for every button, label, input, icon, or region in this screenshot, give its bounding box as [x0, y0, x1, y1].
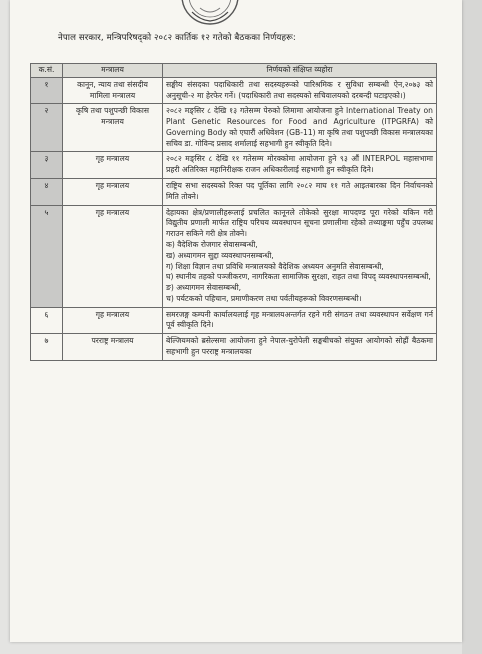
serial-number: ४	[31, 179, 63, 206]
government-seal	[178, 0, 242, 26]
decision-text: राष्ट्रिय सभा सदस्यको रिक्त पद पूर्तिका लागि २०८२ माघ ११ गते आइतबारका दिन निर्वाचनको मिति तोक्ने।	[163, 179, 437, 206]
serial-number: १	[31, 77, 63, 104]
table-row	[31, 179, 437, 206]
ministry-name: गृह मन्त्रालय	[63, 152, 163, 179]
serial-number: २	[31, 104, 63, 152]
decision-sub-item: ग) शिक्षा विज्ञान तथा प्रविधि मन्त्रालयको वैदेशिक अध्ययन अनुमति सेवासम्बन्धी,	[166, 261, 384, 271]
page-title: नेपाल सरकार, मन्त्रिपरिषद्को २०८२ कार्तिक १२ गतेको बैठकका निर्णयहरू:	[58, 33, 296, 43]
decision-sub-item: च) पर्यटकको पहिचान, प्रमाणीकरण तथा पर्वतीयहरूको विवरणसम्बन्धी।	[166, 293, 362, 303]
ministry-name: गृह मन्त्रालय	[63, 179, 163, 206]
ministry-name: कानून, न्याय तथा संसदीय मामिला मन्त्रालय	[63, 77, 163, 104]
decision-text: सङ्घीय संसदका पदाधिकारी तथा सदस्यहरूको पारिश्रमिक र सुविधा सम्बन्धी ऐन,२०७३ को अनुसूची-२ मा हेरफेर गर्ने। (पदाधिकारी तथा सदस्यको सचिवालयको दरबन्दी घटाइएको।)	[163, 77, 437, 104]
serial-number: ७	[31, 334, 63, 361]
background-edge	[462, 0, 482, 654]
decision-sub-item: क) वैदेशिक रोजगार सेवासम्बन्धी,	[166, 239, 258, 249]
column-header-ministry: मन्त्रालय	[63, 64, 163, 78]
serial-number: ३	[31, 152, 63, 179]
decision-text: देहायका क्षेत्र/प्रणालीहरूलाई प्रचलित कानूनले तोकेको सुरक्षा मापदण्ड पूरा गरेको यकिन गरी विद्युतीय प्रणाली मार्फत राष्ट्रिय परिचय व्यवस्थापन सूचना प्रणालीमा रहेको तथ्याङ्कमा पहुँच उपलब्ध गराउन सकिने गरी क्षेत्र तोक्ने।	[166, 207, 433, 239]
decision-sub-item: घ) स्थानीय तहको पञ्जीकरण, नागरिकता सामाजिक सुरक्षा, राहत तथा विपद् व्यवस्थापनसम्बन्धी,	[166, 272, 431, 282]
column-header-serial: क.सं.	[31, 64, 63, 78]
decision-sub-item: ख) अध्यागमन सुद्दा व्यवस्थापनसम्बन्धी,	[166, 250, 274, 260]
column-header-decision: निर्णयको संक्षिप्त व्यहोरा	[163, 64, 437, 78]
table-row	[31, 152, 437, 179]
decision-cell	[163, 205, 437, 307]
decision-text: समरजङ्ग कम्पनी कार्यालयलाई गृह मन्त्रालयअन्तर्गत रहने गरी संगठन तथा व्यवस्थापन सर्वेक्षण गर्न पूर्व स्वीकृति दिने।	[163, 307, 437, 334]
decision-sub-item: ङ) अध्यागमन सेवासम्बन्धी,	[166, 283, 242, 293]
table-header-row	[31, 64, 437, 78]
decisions-table	[30, 63, 437, 361]
table-row	[31, 104, 437, 152]
ministry-name: गृह मन्त्रालय	[63, 307, 163, 334]
serial-number: ५	[31, 205, 63, 307]
decision-text: २०८२ मङ्सिर ८ देखि ११ गतेसम्म मोरक्कोमा आयोजना हुने ९३ औं INTERPOL महासभामा प्रहरी अतिरिक्त महानिरीक्षक राजन अधिकारीलाई सहभागी हुन स्वीकृति दिने।	[163, 152, 437, 179]
decision-text: बेल्जियमको ब्रसेल्समा आयोजना हुने नेपाल-युरोपेली सङ्घबीचको संयुक्त आयोगको सोह्रौं बैठकमा सहभागी हुन परराष्ट्र मन्त्रालयका	[163, 334, 437, 361]
table-row	[31, 205, 437, 307]
serial-number: ६	[31, 307, 63, 334]
table-row	[31, 307, 437, 334]
ministry-name: कृषि तथा पशुपन्छी विकास मन्त्रालय	[63, 104, 163, 152]
table-row	[31, 334, 437, 361]
table-row	[31, 77, 437, 104]
decision-text: २०८२ मङ्सिर ८ देखि १३ गतेसम्म पेरुको लिमामा आयोजना हुने International Treaty on Plant Genetic Resources for Food and Agriculture (ITPGRFA) को Governing Body को एघारौं अधिवेशन (GB-11) मा कृषि तथा पशुपन्छी विकास मन्त्रालयका सचिव डा. गोविन्द प्रसाद शर्मालाई सहभागी हुन स्वीकृति दिने।	[163, 104, 437, 152]
ministry-name: परराष्ट्र मन्त्रालय	[63, 334, 163, 361]
ministry-name: गृह मन्त्रालय	[63, 205, 163, 307]
